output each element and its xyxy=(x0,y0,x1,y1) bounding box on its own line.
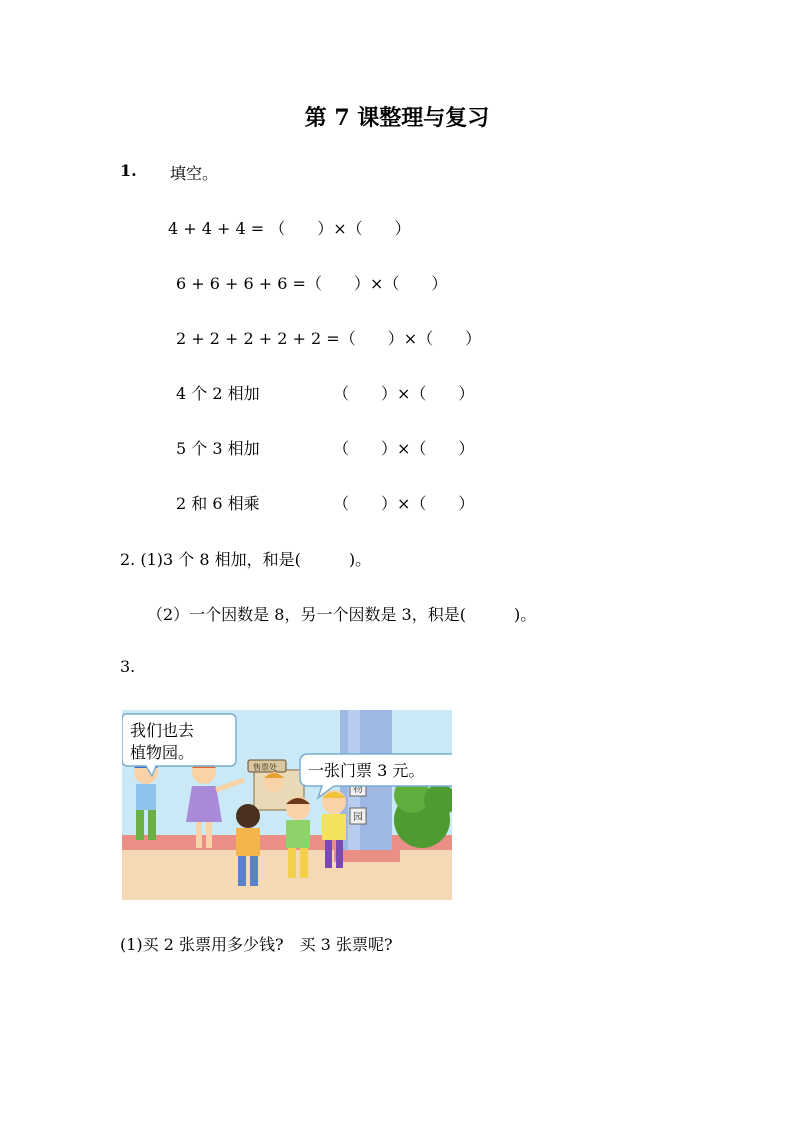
fill-row-5 xyxy=(176,436,475,493)
question-3-part-1: (1)买 2 张票用多少钱? 买 3 张票呢? xyxy=(120,935,393,954)
pillar-base xyxy=(334,850,400,862)
fill-row-1-expression: 4 + 4 + 4 = （ ）×（ ） xyxy=(168,219,411,238)
fill-row-5-description: 5 个 3 相加 xyxy=(176,439,260,458)
fill-row-5-blanks: （ ）×（ ） xyxy=(333,439,475,458)
speech-bubble-left xyxy=(122,714,236,776)
question-1-number: 1. xyxy=(120,161,137,180)
fill-row-6-blanks: （ ）×（ ） xyxy=(333,494,475,513)
fill-row-3 xyxy=(176,326,482,364)
ground xyxy=(122,850,452,900)
gate-plaque-2-text: 园 xyxy=(353,812,363,823)
fill-row-4 xyxy=(176,381,475,438)
fill-row-2-expression: 6 + 6 + 6 + 6 =（ ）×（ ） xyxy=(176,274,448,293)
question-3-number: 3. xyxy=(120,657,136,676)
speech-right-text: 一张门票 3 元。 xyxy=(308,761,425,780)
park-ticket-illustration xyxy=(122,710,452,900)
page-title: 第 7 课整理与复习 xyxy=(304,105,490,131)
fill-row-2 xyxy=(176,271,448,309)
fill-row-6-description: 2 和 6 相乘 xyxy=(176,494,260,513)
speech-left-line-1: 我们也去 xyxy=(130,721,195,740)
gate-plaque-1-text: 物 xyxy=(353,784,363,795)
fill-row-6 xyxy=(176,491,475,548)
fill-row-1 xyxy=(168,216,411,254)
question-2-part-2: （2）一个因数是 8，另一个因数是 3，积是( )。 xyxy=(147,605,537,624)
fill-row-4-description: 4 个 2 相加 xyxy=(176,384,260,403)
question-1-instruction: 填空。 xyxy=(170,164,219,183)
fill-row-4-blanks: （ ）×（ ） xyxy=(333,384,475,403)
speech-left-line-2: 植物园。 xyxy=(130,743,195,762)
ticket-seller xyxy=(264,772,284,792)
fill-row-3-expression: 2 + 2 + 2 + 2 + 2 =（ ）×（ ） xyxy=(176,329,482,348)
illustration-canvas xyxy=(122,710,452,900)
ticket-sign: 售票处 xyxy=(253,763,277,772)
question-2-part-1: 2. (1)3 个 8 相加，和是( )。 xyxy=(120,550,372,569)
